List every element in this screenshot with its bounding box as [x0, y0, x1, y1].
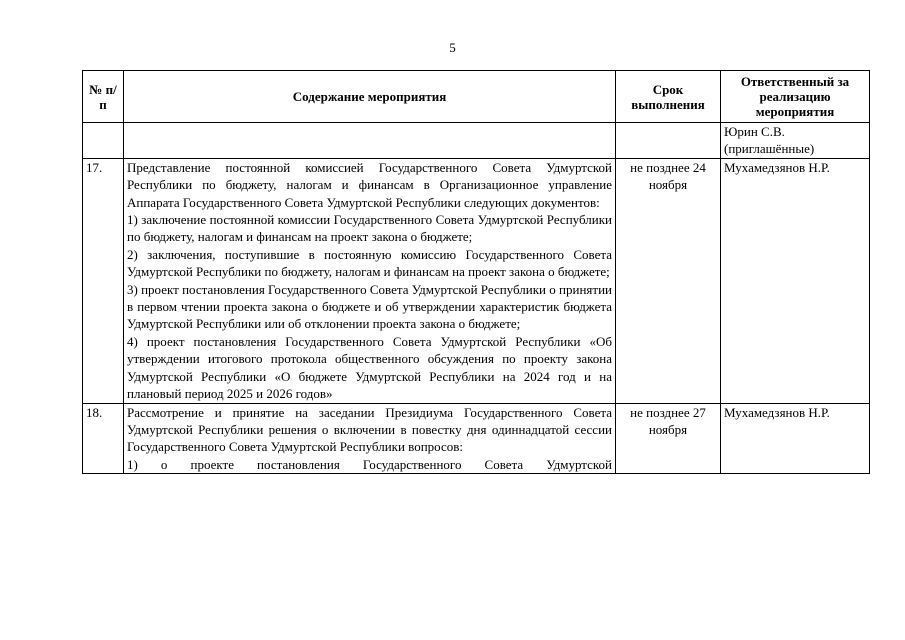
- table-row-continued: [83, 123, 870, 159]
- header-number: № п/п: [83, 71, 124, 123]
- cell-content: [124, 123, 616, 159]
- cell-number: 18.: [83, 403, 124, 474]
- table-row: [83, 158, 870, 403]
- cell-number: 17.: [83, 158, 124, 403]
- content-paragraph: 1) о проекте постановления Государственного Совета Удмуртской: [127, 456, 612, 472]
- cell-term: не позднее 27 ноября: [616, 403, 721, 474]
- events-table: [82, 70, 870, 474]
- cell-number: [83, 123, 124, 159]
- header-responsible: Ответственный за реализацию мероприятия: [721, 71, 870, 123]
- content-paragraph: 4) проект постановления Государственного Совета Удмуртской Республики «Об утверждении итогового протокола общественного обсуждения по проекту закона Удмуртской Республики «О бюджете Удмуртской Республики на 2024 год и на плановый период 2025 и 2026 годов»: [127, 333, 612, 402]
- header-content: Содержание мероприятия: [124, 71, 616, 123]
- cell-responsible: Юрин С.В. (приглашённые): [721, 123, 870, 159]
- cell-term: [616, 123, 721, 159]
- content-paragraph: Рассмотрение и принятие на заседании Президиума Государственного Совета Удмуртской Республики решения о включении в повестку дня одиннадцатой сессии Государственного Совета Удмуртской Республики вопросов:: [127, 404, 612, 455]
- content-paragraph: Представление постоянной комиссией Государственного Совета Удмуртской Республики по бюджету, налогам и финансам в Организационное управление Аппарата Государственного Совета Удмуртской Республики следующих документов:: [127, 159, 612, 210]
- cell-term: не позднее 24 ноября: [616, 158, 721, 403]
- header-term: Срок выполнения: [616, 71, 721, 123]
- table-header-row: [83, 71, 870, 123]
- page-number: 5: [449, 40, 456, 55]
- cell-responsible: Мухамедзянов Н.Р.: [721, 403, 870, 474]
- content-paragraph: 2) заключения, поступившие в постоянную комиссию Государственного Совета Удмуртской Республики по бюджету, налогам и финансам на проект закона о бюджете;: [127, 246, 612, 280]
- content-paragraph: 3) проект постановления Государственного Совета Удмуртской Республики о принятии в первом чтении проекта закона о бюджете и об утверждении характеристик бюджета Удмуртской Республики или об отклонении проекта закона о бюджете;: [127, 281, 612, 332]
- cell-responsible: Мухамедзянов Н.Р.: [721, 158, 870, 403]
- table-row: [83, 403, 870, 474]
- cell-content: [124, 403, 616, 474]
- cell-content: [124, 158, 616, 403]
- content-paragraph: 1) заключение постоянной комиссии Государственного Совета Удмуртской Республики по бюджету, налогам и финансам на проект закона о бюджете;: [127, 212, 612, 245]
